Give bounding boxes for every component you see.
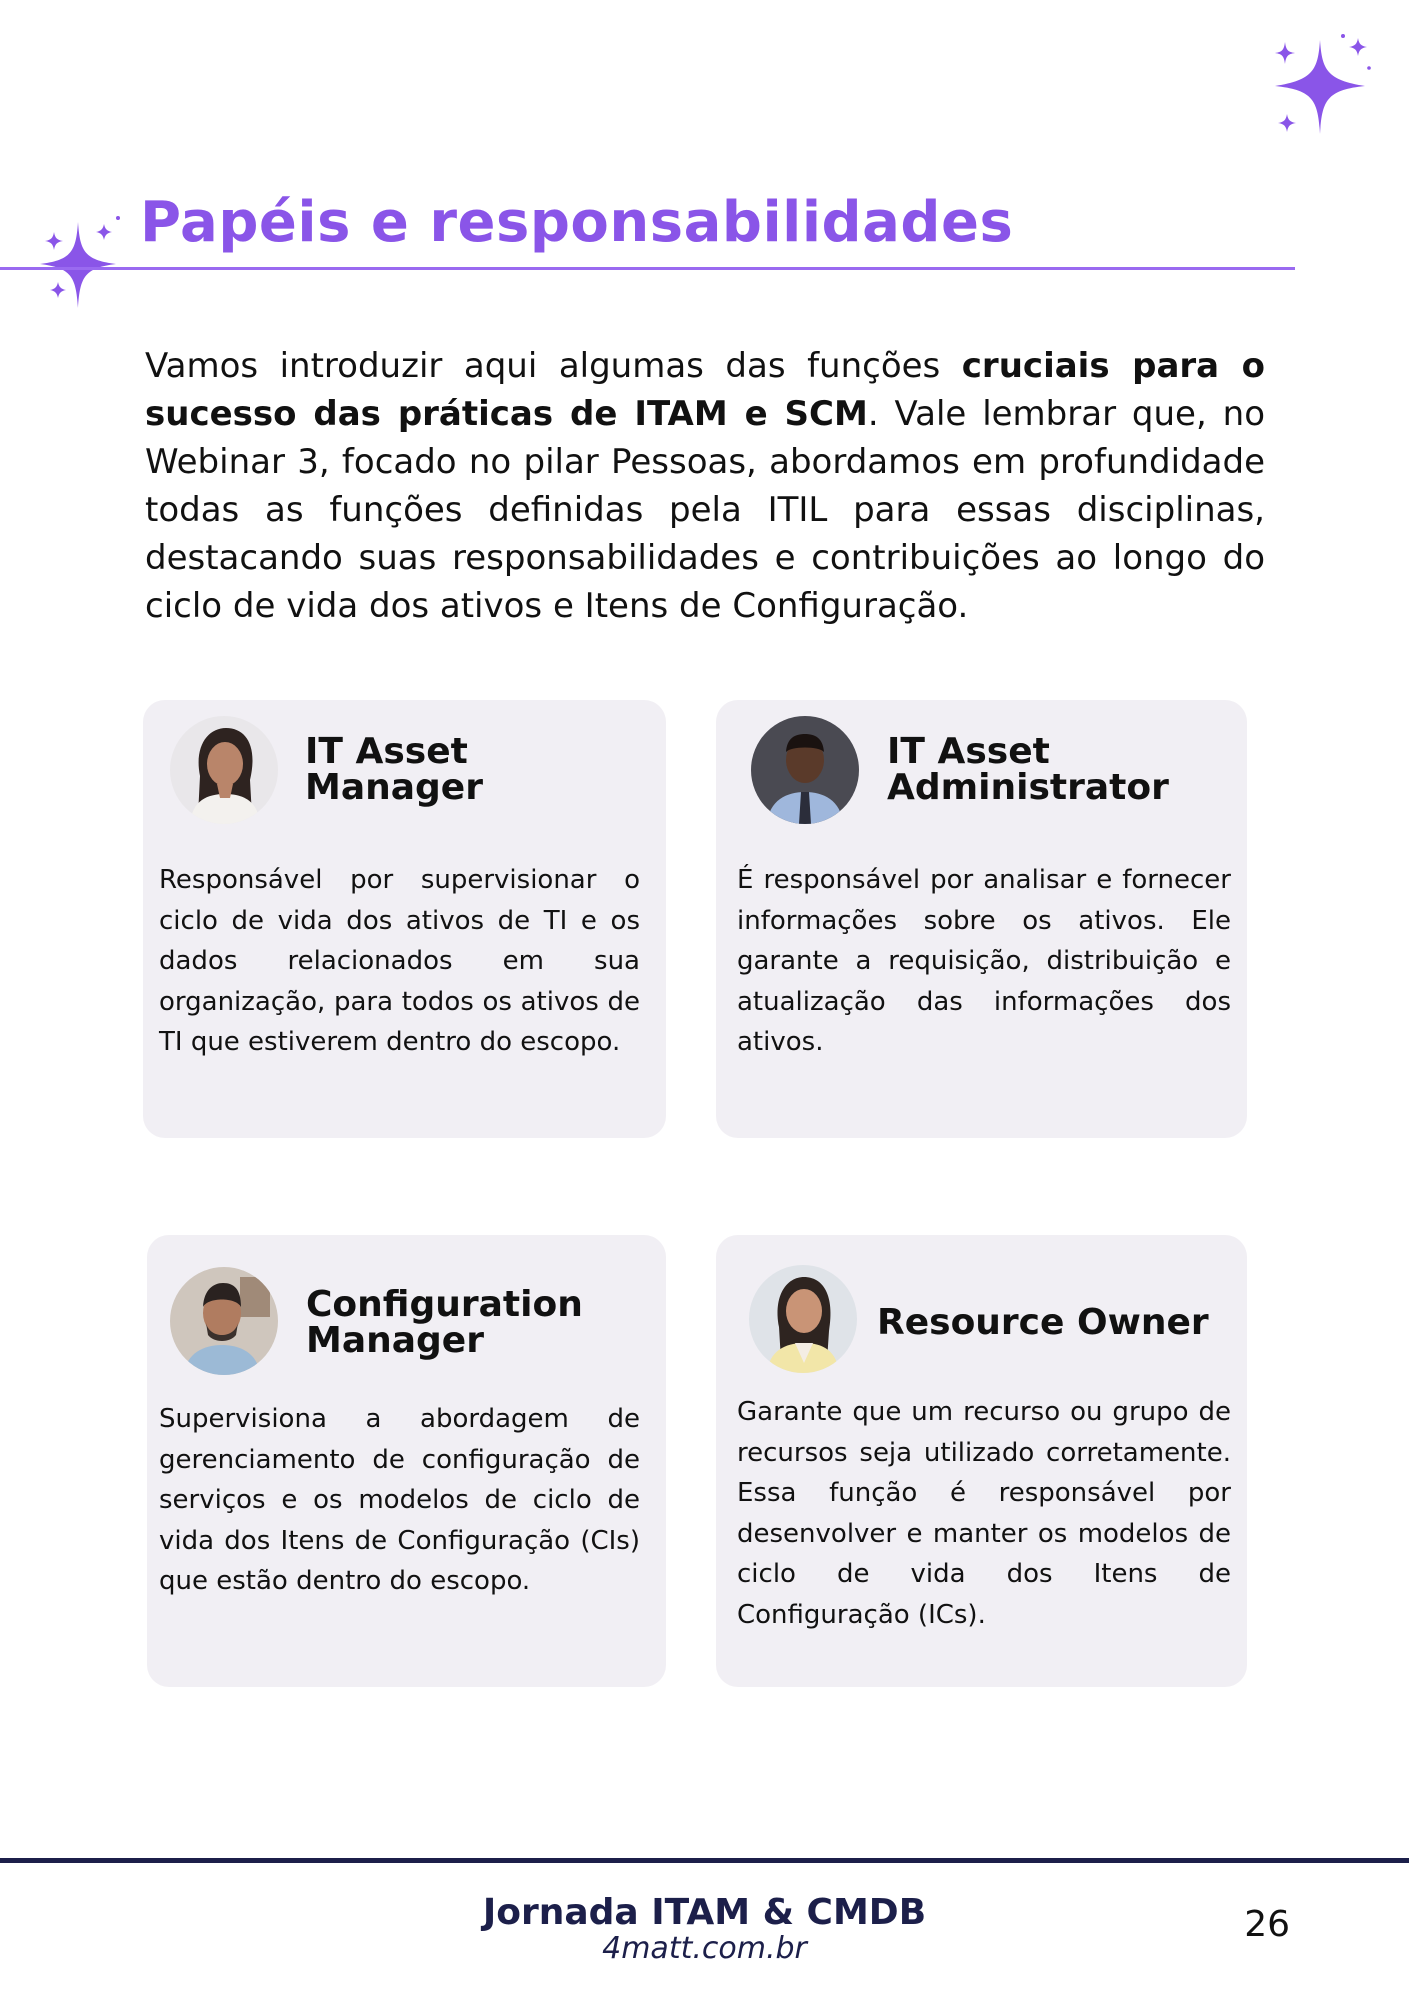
footer-url: 4matt.com.br bbox=[602, 1931, 807, 1966]
role-description: É responsável por analisar e fornecer informações sobre os ativos. Ele garante a requisição, distribuição e atualização das informações dos ativos. bbox=[737, 865, 1231, 1057]
role-card-configuration-manager bbox=[147, 1235, 666, 1687]
role-description: Garante que um recurso ou grupo de recursos seja utilizado corretamente. Essa função é responsável por desenvolver e manter os modelos de ciclo de vida dos Itens de Configuração (ICs). bbox=[737, 1397, 1231, 1630]
footer-title: Jornada ITAM & CMDB bbox=[482, 1892, 927, 1933]
role-description: Responsável por supervisionar o ciclo de vida dos ativos de TI e os dados relacionados em sua organização, para todos os ativos de TI que estiverem dentro do escopo. bbox=[159, 865, 640, 1057]
sparkle-icon bbox=[1265, 30, 1375, 140]
role-title-line2: Administrator bbox=[887, 767, 1169, 808]
role-title: Resource Owner bbox=[877, 1302, 1209, 1343]
page-title: Papéis e responsabilidades bbox=[140, 190, 1014, 255]
avatar bbox=[749, 1265, 857, 1373]
role-title-line1: IT Asset bbox=[887, 731, 1050, 772]
role-title-line1: Configuration bbox=[306, 1284, 583, 1325]
intro-text-bold: cruciais para o sucesso das práticas de ITAM e SCM bbox=[145, 346, 1265, 434]
role-title-line2: Manager bbox=[306, 1320, 484, 1361]
intro-text-end: . Vale lembrar que, no Webinar 3, focado no pilar Pessoas, abordamos em profundidade todas as funções definidas pela ITIL para essas disciplinas, destacando suas responsabilidades e contribuições ao longo do ciclo de vida dos ativos e Itens de Configuração. bbox=[145, 394, 1266, 626]
intro-text-start: Vamos introduzir aqui algumas das funções bbox=[145, 346, 962, 386]
intro-paragraph bbox=[145, 342, 1265, 630]
page-number: 26 bbox=[1244, 1904, 1290, 1945]
title-underline bbox=[0, 267, 1295, 270]
role-title-line2: Manager bbox=[305, 767, 483, 808]
avatar bbox=[170, 716, 278, 824]
role-description: Supervisiona a abordagem de gerenciamento de configuração de serviços e os modelos de ciclo de vida dos Itens de Configuração (CIs) que estão dentro do escopo. bbox=[159, 1404, 640, 1596]
avatar bbox=[170, 1267, 278, 1375]
footer-divider bbox=[0, 1858, 1409, 1863]
avatar bbox=[751, 716, 859, 824]
sparkle-icon bbox=[38, 212, 128, 312]
role-card-it-asset-administrator bbox=[716, 700, 1247, 1138]
role-card-it-asset-manager bbox=[143, 700, 666, 1138]
role-card-resource-owner bbox=[716, 1235, 1247, 1687]
role-title-line1: IT Asset bbox=[305, 731, 468, 772]
